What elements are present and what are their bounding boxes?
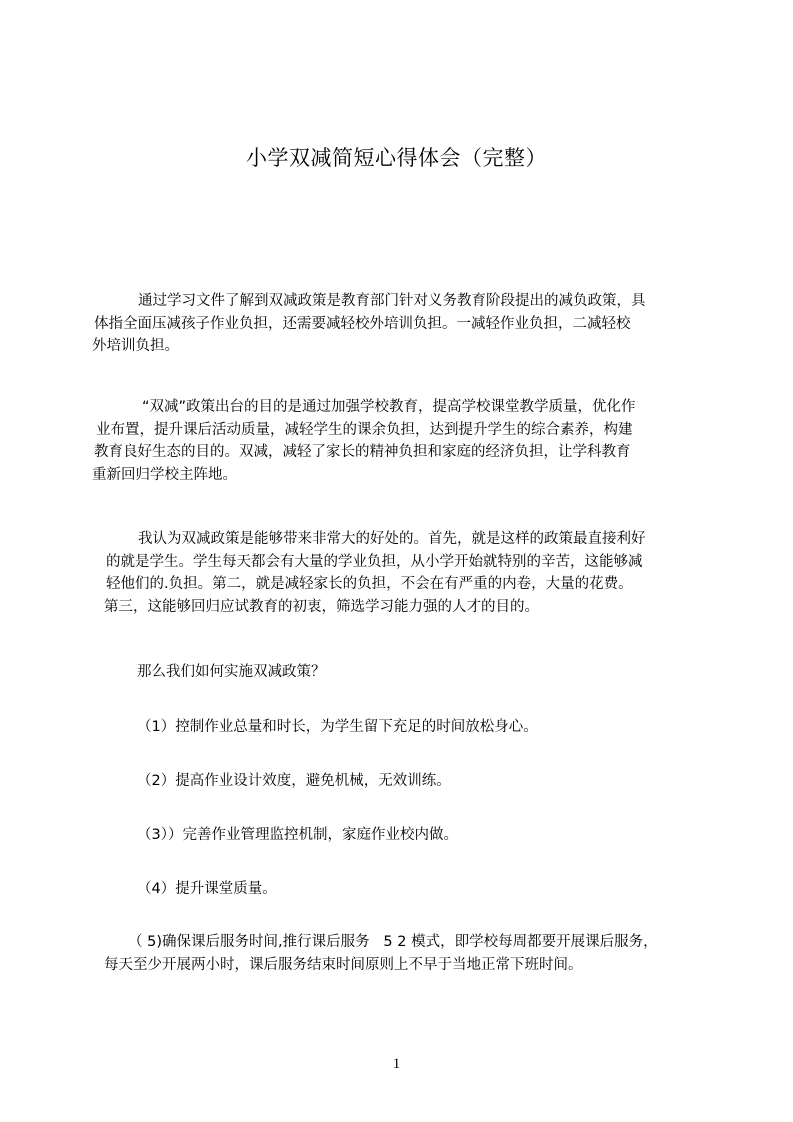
paragraph-line: 第三，这能够回归应试教育的初衷，筛选学习能力强的人才的目的。 [104, 598, 539, 615]
paragraph-line: 体指全面压减孩子作业负担，还需要减轻校外培训负担。一减轻作业负担，二减轻校 [94, 315, 631, 332]
paragraph-line: （1）控制作业总量和时长，为学生留下充足的时间放松身心。 [137, 719, 538, 735]
paragraph-line: 业布置，提升课后活动质量，减轻学生的课余负担，达到提升学生的综合素养，构建 [96, 421, 633, 438]
paragraph-line: 通过学习文件了解到双减政策是教育部门针对义务教育阶段提出的减负政策，具 [138, 293, 646, 309]
paragraph-line: （3））完善作业管理监控机制，家庭作业校内做。 [137, 827, 458, 843]
paragraph-line: 我认为双减政策是能够带来非常大的好处的。首先，就是这样的政策最直接利好 [138, 531, 646, 547]
paragraph-line: “双减”政策出台的目的是通过加强学校教育，提高学校课堂教学质量，优化作 [142, 399, 636, 415]
paragraph-line: 每天至少开展两小时，课后服务结束时间原则上不早于当地正常下班时间。 [104, 956, 583, 973]
paragraph-line: （2）提高作业设计效度，避免机械，无效训练。 [137, 773, 451, 789]
paragraph-line: 外培训负担。 [92, 338, 179, 354]
paragraph-line: 那么我们如何实施双减政策？ [137, 664, 326, 680]
paragraph-line: （4）提升课堂质量。 [137, 881, 277, 897]
paragraph-benefits [104, 528, 646, 618]
list-item-1 [137, 716, 538, 739]
paragraph-intro [92, 290, 646, 358]
paragraph-line: 重新回归学校主阵地。 [92, 466, 237, 483]
paragraph-line: （ 5)确保课后服务时间,推行课后服务 5 2 模式，即学校每周都要开展课后服务， [128, 934, 658, 950]
paragraph-line: 的就是学生。学生每天都会有大量的学业负担，从小学开始就特别的辛苦，这能够减 [106, 553, 643, 570]
document-title: 小学双减简短心得体会（完整） [246, 146, 547, 170]
paragraph-question [137, 661, 326, 684]
paragraph-line: 教育良好生态的目的。双减，减轻了家长的精神负担和家庭的经济负担，让学科教育 [94, 444, 631, 460]
paragraph-purpose [92, 396, 636, 486]
list-item-3 [137, 824, 458, 847]
list-item-5 [104, 931, 658, 976]
paragraph-line: 轻他们的.负担。第二，就是减轻家长的负担，不会在有严重的内卷，大量的花费。 [106, 576, 633, 592]
list-item-2 [137, 770, 451, 793]
list-item-4 [137, 878, 277, 901]
page-number: 1 [392, 1056, 401, 1072]
